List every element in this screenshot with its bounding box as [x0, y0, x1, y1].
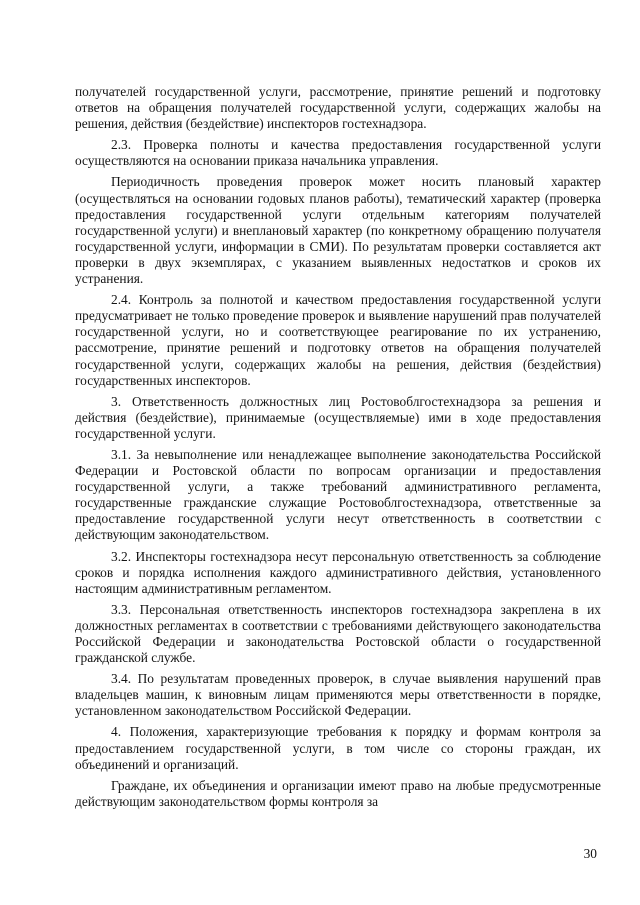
document-body: [75, 84, 601, 815]
paragraph: Периодичность проведения проверок может носить плановый характер (осуществляться на основании годовых планов работы), тематический характер (проверка предоставления государственной услуги отдельным категориям получателей государственной услуги) и внеплановый характер (по конкретному обращению получателя государственной услуги, информации в СМИ). По результатам проверки составляется акт проверки в двух экземплярах, с указанием выявленных недостатков и сроков их устранения.: [75, 174, 601, 287]
paragraph: 3.1. За невыполнение или ненадлежащее выполнение законодательства Российской Федерации и Ростовской области по вопросам организации и предоставления государственной услуги, а также требований административного регламента, государственные гражданские служащие Ростовоблгостехнадзора, ответственные за предоставление государственной услуги несут ответственность в соответствии с действующим законодательством.: [75, 446, 601, 543]
paragraph: получателей государственной услуги, рассмотрение, принятие решений и подготовку ответов на обращения получателей государственной услуги, содержащих жалобы на решения, действия (бездействие) инспекторов гостехнадзора.: [75, 84, 601, 132]
paragraph: 2.4. Контроль за полнотой и качеством предоставления государственной услуги предусматривает не только проведение проверок и выявление нарушений прав получателей государственной услуги, но и соответствующее реагирование по их устранению, рассмотрение, принятие решений и подготовку ответов на обращения получателей государственной услуги, содержащих жалобы на решения, действия (бездействия) государственных инспекторов.: [75, 292, 601, 388]
paragraph: 3.2. Инспекторы гостехнадзора несут персональную ответственность за соблюдение сроков и порядка исполнения каждого административного действия, установленного настоящим административным регламентом.: [75, 548, 601, 596]
paragraph: 3.3. Персональная ответственность инспекторов гостехнадзора закреплена в их должностных регламентах в соответствии с требованиями действующего законодательства Российской Федерации и законодательства Ростовской области о государственной гражданской службе.: [75, 601, 601, 666]
paragraph: 4. Положения, характеризующие требования к порядку и формам контроля за предоставлением государственной услуги, в том числе со стороны граждан, их объединений и организаций.: [75, 724, 601, 772]
paragraph: 3.4. По результатам проведенных проверок, в случае выявления нарушений прав владельцев машин, к виновным лицам применяются меры ответственности в порядке, установленном законодательством Российской Федерации.: [75, 671, 601, 719]
paragraph: 3. Ответственность должностных лиц Ростовоблгостехнадзора за решения и действия (бездействие), принимаемые (осуществляемые) ими в ходе предоставления государственной услуги.: [75, 393, 601, 441]
paragraph: 2.3. Проверка полноты и качества предоставления государственной услуги осуществляются на основании приказа начальника управления.: [75, 137, 601, 169]
paragraph: Граждане, их объединения и организации имеют право на любые предусмотренные действующим законодательством формы контроля за: [75, 777, 601, 809]
page-number: 30: [583, 846, 597, 861]
